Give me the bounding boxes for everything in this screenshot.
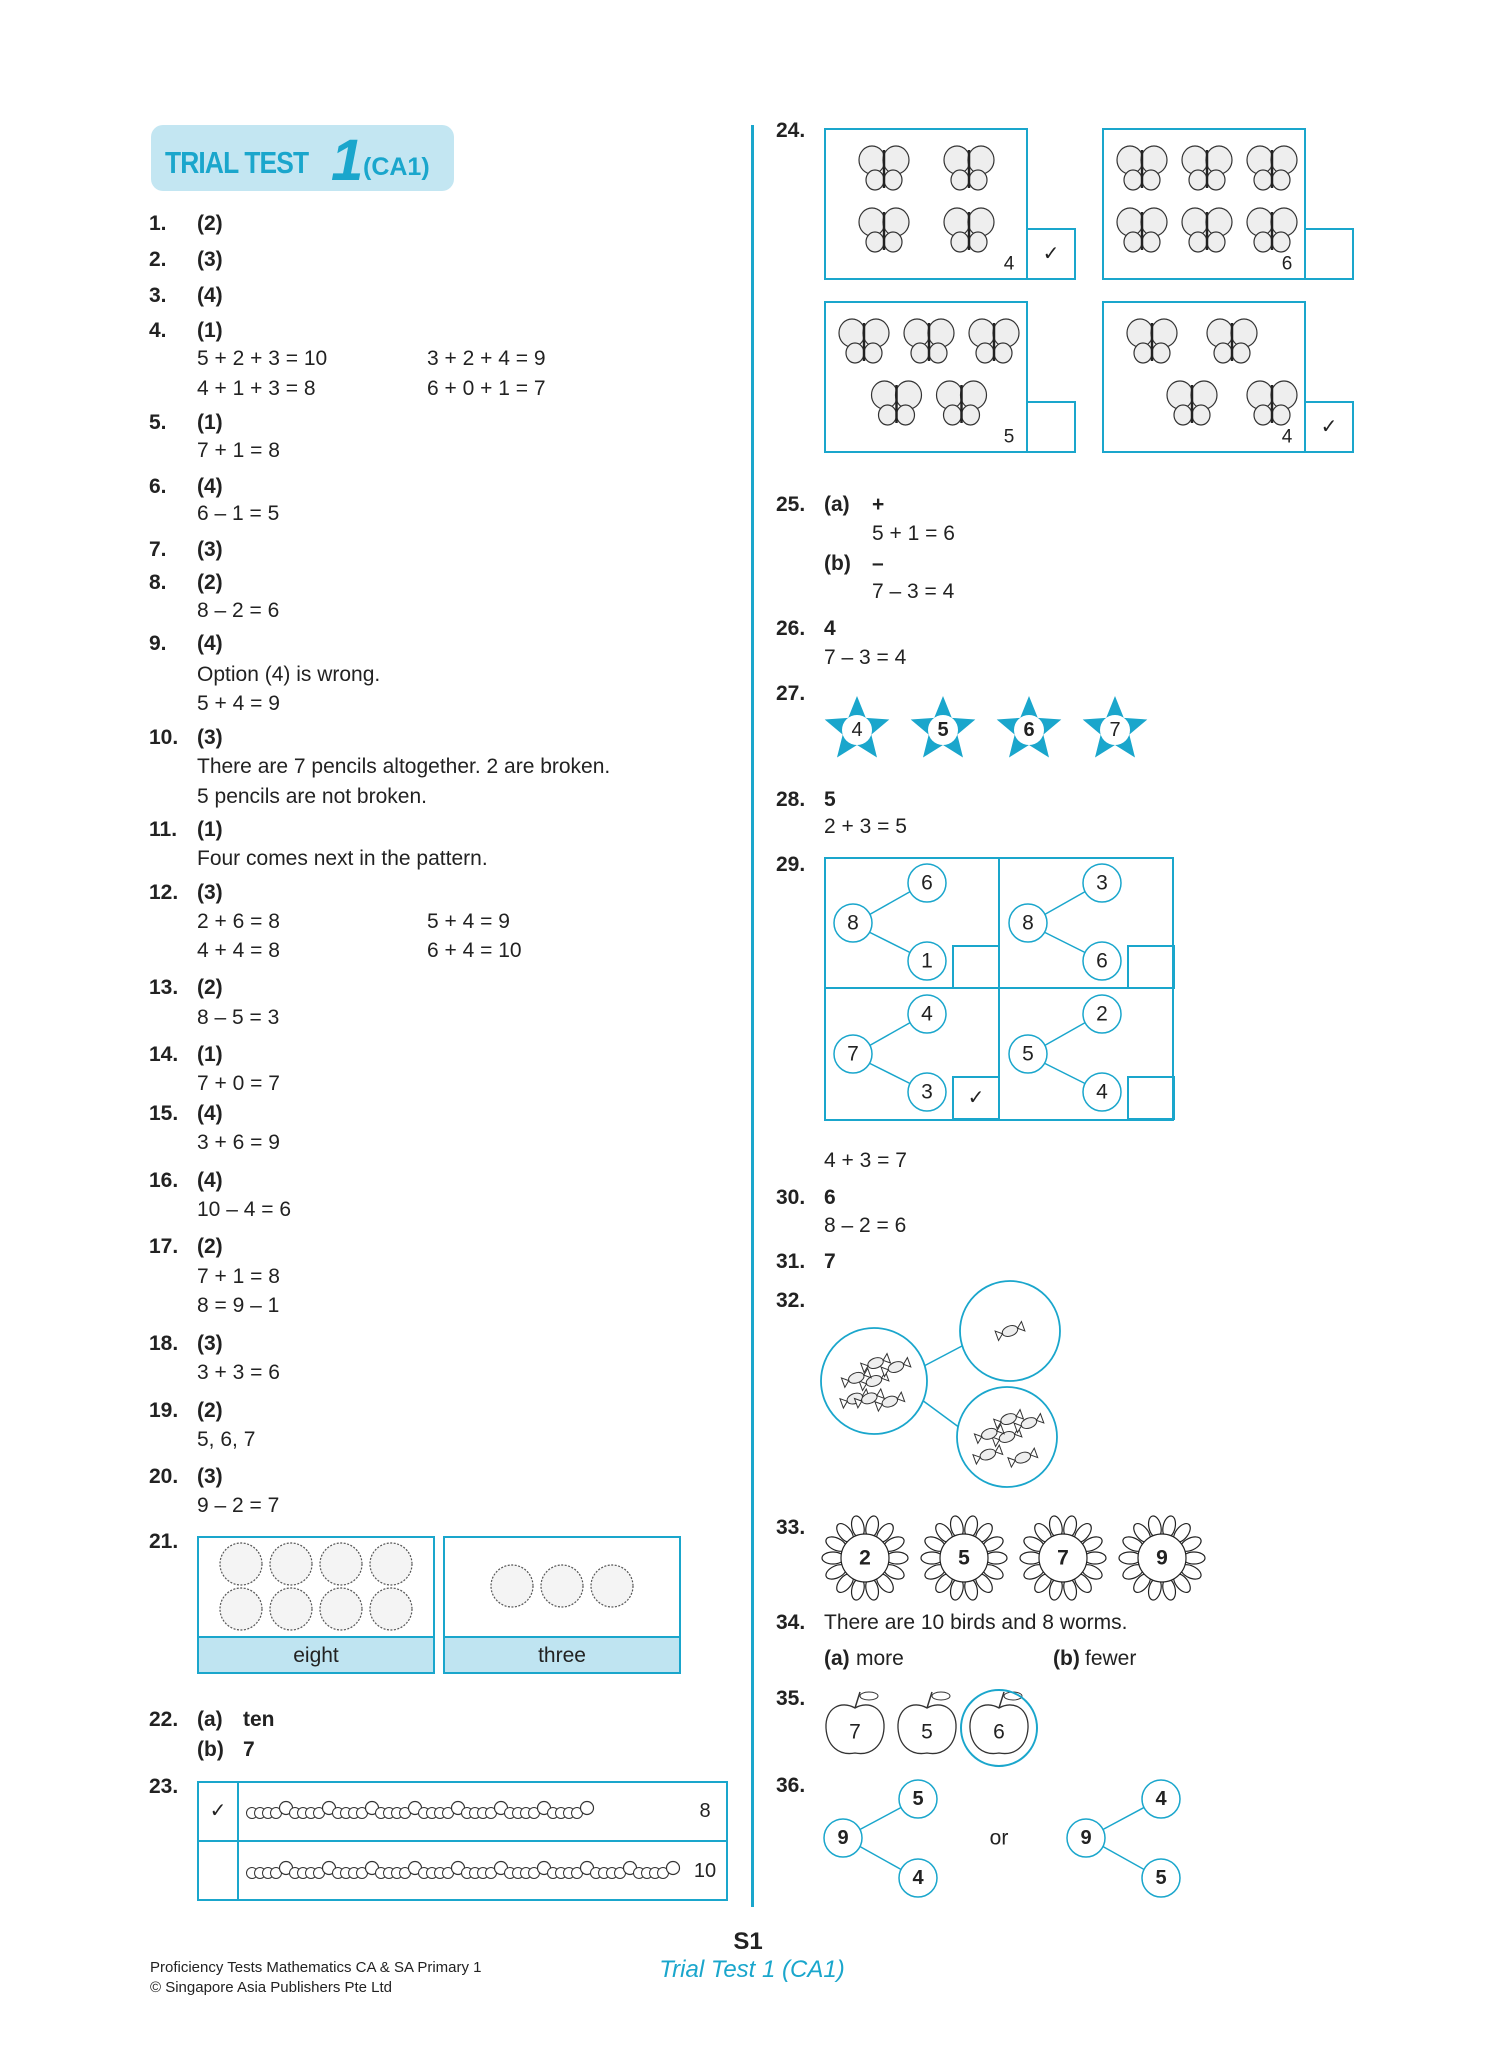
question-number: 5. <box>149 411 167 434</box>
answer-choice: (3) <box>197 726 223 749</box>
question-number: 27. <box>776 682 806 705</box>
check-mark: ✓ <box>1042 243 1060 265</box>
answer-choice: (2) <box>197 571 223 594</box>
column-divider <box>751 125 754 1907</box>
orange-icon <box>491 1565 533 1607</box>
answer-choice: (4) <box>197 475 223 498</box>
answer-choice: (3) <box>197 1332 223 1355</box>
part-label: (b) <box>1053 1647 1080 1670</box>
working-line: 7 + 1 = 8 <box>197 1265 280 1288</box>
star-sequence <box>820 690 1160 770</box>
butterfly-icon <box>1247 146 1297 190</box>
working-line: 2 + 6 = 8 <box>197 910 280 933</box>
answer-choice: (4) <box>197 1169 223 1192</box>
answer-choice: (3) <box>197 538 223 561</box>
title-prefix: TRIAL TEST <box>165 145 309 180</box>
working-line: 4 + 4 = 8 <box>197 939 280 962</box>
question-number: 12. <box>149 881 179 904</box>
butterfly-icon <box>1207 319 1257 363</box>
question-number: 32. <box>776 1289 806 1312</box>
butterfly-box <box>1102 128 1354 280</box>
orange-icon <box>370 1588 412 1630</box>
number-bonds-36 <box>815 1770 1195 1900</box>
question-number: 28. <box>776 788 806 811</box>
answer-square <box>1305 229 1353 279</box>
check-mark: ✓ <box>1320 416 1338 438</box>
working-line: 6 + 0 + 1 = 7 <box>427 377 546 400</box>
apple-number: 5 <box>921 1720 933 1744</box>
butterfly-count: 4 <box>1281 426 1293 448</box>
working-line: 5 + 1 = 6 <box>872 522 955 545</box>
bond-number: 5 <box>1155 1867 1167 1889</box>
star-number: 6 <box>1023 719 1035 741</box>
title-number: 1 <box>331 128 364 193</box>
answer-choice: (2) <box>197 1399 223 1422</box>
answer-choice: (4) <box>197 632 223 655</box>
butterfly-icon <box>969 319 1019 363</box>
question-number: 29. <box>776 853 806 876</box>
butterfly-icon <box>1167 381 1217 425</box>
check-mark: ✓ <box>967 1087 985 1109</box>
butterfly-icon <box>1247 208 1297 252</box>
part-label: (b) <box>197 1738 224 1761</box>
butterfly-count: 5 <box>1003 426 1015 448</box>
title-suffix: (CA1) <box>363 153 430 181</box>
question-number: 15. <box>149 1102 179 1125</box>
star-icon <box>825 696 890 758</box>
butterfly-box <box>1102 301 1354 453</box>
orange-icon <box>320 1543 362 1585</box>
working-line: 10 – 4 = 6 <box>197 1198 291 1221</box>
caterpillar-head <box>581 1802 594 1815</box>
orange-icon <box>370 1543 412 1585</box>
part-answer: fewer <box>1085 1647 1137 1670</box>
question-number: 9. <box>149 632 167 655</box>
title-banner <box>151 125 454 191</box>
working-line: 4 + 3 = 7 <box>824 1149 907 1172</box>
part-label: (a) <box>824 493 850 516</box>
question-number: 19. <box>149 1399 179 1422</box>
question-number: 8. <box>149 571 167 594</box>
answer-choice: (2) <box>197 1235 223 1258</box>
butterfly-icon <box>1117 208 1167 252</box>
bond-number: 2 <box>1096 1002 1108 1026</box>
answer-choice: (1) <box>197 319 223 342</box>
working-line: 7 – 3 = 4 <box>824 646 907 669</box>
working-line: 7 + 1 = 8 <box>197 439 280 462</box>
bond-number: 5 <box>912 1788 924 1810</box>
answer-choice: (1) <box>197 411 223 434</box>
bond-number: 4 <box>921 1002 933 1026</box>
bond-number: 8 <box>1022 911 1034 935</box>
caterpillar-count: 8 <box>699 1800 711 1822</box>
question-number: 26. <box>776 617 806 640</box>
apple-icon <box>826 1692 884 1754</box>
butterfly-icon <box>859 208 909 252</box>
working-line: 5, 6, 7 <box>197 1428 256 1451</box>
butterfly-count: 4 <box>1003 253 1015 275</box>
apple-number: 6 <box>993 1720 1005 1744</box>
working-line: 6 – 1 = 5 <box>197 502 280 525</box>
page-number: S1 <box>733 1928 763 1955</box>
question-number: 3. <box>149 284 167 307</box>
answer-choice: (2) <box>197 976 223 999</box>
part-answer: more <box>856 1647 904 1670</box>
working-line: Option (4) is wrong. <box>197 663 381 686</box>
caterpillar-head <box>667 1862 680 1875</box>
working-line: 5 + 2 + 3 = 10 <box>197 347 328 370</box>
working-line: 3 + 6 = 9 <box>197 1131 280 1154</box>
flower-icon <box>1020 1515 1106 1602</box>
bond-number: 7 <box>847 1042 859 1066</box>
answer-choice: (3) <box>197 248 223 271</box>
question-number: 20. <box>149 1465 179 1488</box>
question-number: 4. <box>149 319 167 342</box>
butterfly-box <box>824 128 1076 280</box>
question-number: 34. <box>776 1611 806 1634</box>
bond-number: 6 <box>921 871 933 895</box>
bond-number: 9 <box>1080 1827 1092 1849</box>
flower-sequence <box>815 1508 1235 1608</box>
working-line: There are 7 pencils altogether. 2 are broken. <box>197 755 611 778</box>
working-line: 8 – 2 = 6 <box>197 599 280 622</box>
butterfly-icon <box>1247 381 1297 425</box>
working-line: 2 + 3 = 5 <box>824 815 907 838</box>
flower-number: 9 <box>1156 1546 1168 1570</box>
star-number: 7 <box>1109 719 1121 741</box>
flower-number: 5 <box>958 1546 970 1570</box>
answer: 7 <box>824 1250 836 1273</box>
bond-number: 8 <box>847 911 859 935</box>
question-number: 23. <box>149 1775 179 1798</box>
section-label: Trial Test 1 (CA1) <box>659 1956 845 1983</box>
question-number: 14. <box>149 1043 179 1066</box>
butterfly-icon <box>937 381 987 425</box>
part-label: (a) <box>197 1708 223 1731</box>
bond-number: 3 <box>921 1080 933 1104</box>
answer-choice: (4) <box>197 284 223 307</box>
question-number: 6. <box>149 475 167 498</box>
star-icon <box>997 696 1062 758</box>
working-line: 8 – 2 = 6 <box>824 1214 907 1237</box>
answer: 4 <box>824 617 836 640</box>
apple-sequence <box>815 1680 1055 1775</box>
working-line: 3 + 2 + 4 = 9 <box>427 347 546 370</box>
butterfly-box <box>824 301 1076 453</box>
answer-choice: (1) <box>197 1043 223 1066</box>
statement: There are 10 birds and 8 worms. <box>824 1611 1128 1634</box>
question-number: 24. <box>776 119 806 142</box>
working-line: 5 pencils are not broken. <box>197 785 427 808</box>
question-number: 7. <box>149 538 167 561</box>
butterfly-icon <box>944 208 994 252</box>
working-line: 6 + 4 = 10 <box>427 939 522 962</box>
star-number: 4 <box>851 719 863 741</box>
bond-number: 4 <box>1096 1080 1108 1104</box>
flower-number: 2 <box>859 1546 871 1570</box>
orange-icon <box>320 1588 362 1630</box>
bond-number: 4 <box>1155 1788 1167 1810</box>
question-number: 25. <box>776 493 806 516</box>
bond-number: 4 <box>912 1867 924 1889</box>
butterfly-count: 6 <box>1281 253 1293 275</box>
star-number: 5 <box>937 719 949 741</box>
working-line: 5 + 4 = 9 <box>427 910 510 933</box>
copyright: © Singapore Asia Publishers Pte Ltd <box>150 1979 393 1996</box>
butterfly-icon <box>1182 146 1232 190</box>
question-number: 17. <box>149 1235 179 1258</box>
apple-icon <box>970 1692 1028 1754</box>
working-line: 8 = 9 – 1 <box>197 1294 280 1317</box>
orange-icon <box>591 1565 633 1607</box>
working-line: 4 + 1 + 3 = 8 <box>197 377 316 400</box>
question-number: 36. <box>776 1774 806 1797</box>
question-number: 21. <box>149 1530 179 1553</box>
orange-icon <box>270 1588 312 1630</box>
working-line: 8 – 5 = 3 <box>197 1006 280 1029</box>
operator-answer: + <box>872 493 885 516</box>
apple-number: 7 <box>849 1720 861 1744</box>
check-mark: ✓ <box>209 1800 227 1822</box>
answer-choice: (4) <box>197 1102 223 1125</box>
butterfly-icon <box>904 319 954 363</box>
butterfly-icon <box>872 381 922 425</box>
part-answer: 7 <box>243 1738 255 1761</box>
question-number: 30. <box>776 1186 806 1209</box>
or-label: or <box>989 1826 1009 1850</box>
book-title: Proficiency Tests Mathematics CA & SA Primary 1 <box>150 1959 482 1976</box>
bond-number: 3 <box>1096 871 1108 895</box>
working-line: 5 + 4 = 9 <box>197 692 280 715</box>
working-line: 7 – 3 = 4 <box>872 580 955 603</box>
question-number: 18. <box>149 1332 179 1355</box>
orange-icon <box>220 1588 262 1630</box>
part-answer: ten <box>243 1708 275 1731</box>
bond-number: 9 <box>837 1827 849 1849</box>
bond-number: 1 <box>921 949 933 973</box>
operator-answer: – <box>872 552 884 575</box>
flower-icon <box>1119 1515 1205 1602</box>
question-number: 1. <box>149 212 167 235</box>
candy-groups <box>820 1278 1070 1488</box>
fruit-count-label: three <box>538 1644 586 1667</box>
star-icon <box>1083 696 1148 758</box>
question-number: 13. <box>149 976 179 999</box>
answer-square <box>1027 402 1075 452</box>
question-number: 35. <box>776 1687 806 1710</box>
butterfly-icon <box>1117 146 1167 190</box>
flower-icon <box>921 1515 1007 1602</box>
answer-choice: (2) <box>197 212 223 235</box>
caterpillar-count: 10 <box>693 1860 717 1882</box>
answer-choice: (3) <box>197 881 223 904</box>
orange-icon <box>220 1543 262 1585</box>
answer: 5 <box>824 788 836 811</box>
caterpillar-table <box>197 1781 728 1901</box>
question-number: 31. <box>776 1250 806 1273</box>
flower-number: 7 <box>1057 1546 1069 1570</box>
fruit-count-label: eight <box>293 1644 339 1667</box>
question-number: 22. <box>149 1708 179 1731</box>
butterfly-icon <box>1127 319 1177 363</box>
working-line: Four comes next in the pattern. <box>197 847 488 870</box>
apple-icon <box>898 1692 956 1754</box>
butterfly-icon <box>859 146 909 190</box>
working-line: 3 + 3 = 6 <box>197 1361 280 1384</box>
question-number: 33. <box>776 1516 806 1539</box>
part-label: (a) <box>824 1647 850 1670</box>
bond-number: 5 <box>1022 1042 1034 1066</box>
orange-icon <box>541 1565 583 1607</box>
working-line: 7 + 0 = 7 <box>197 1072 280 1095</box>
answer-choice: (3) <box>197 1465 223 1488</box>
butterfly-icon <box>839 319 889 363</box>
question-number: 11. <box>149 818 178 841</box>
part-label: (b) <box>824 552 851 575</box>
number-bond-grid <box>824 857 1174 1121</box>
answer: 6 <box>824 1186 836 1209</box>
star-icon <box>911 696 976 758</box>
flower-icon <box>822 1515 908 1602</box>
question-number: 16. <box>149 1169 179 1192</box>
working-line: 9 – 2 = 7 <box>197 1494 280 1517</box>
butterfly-icon <box>944 146 994 190</box>
answer-choice: (1) <box>197 818 223 841</box>
bond-number: 6 <box>1096 949 1108 973</box>
question-number: 10. <box>149 726 179 749</box>
orange-icon <box>270 1543 312 1585</box>
question-number: 2. <box>149 248 167 271</box>
butterfly-icon <box>1182 208 1232 252</box>
